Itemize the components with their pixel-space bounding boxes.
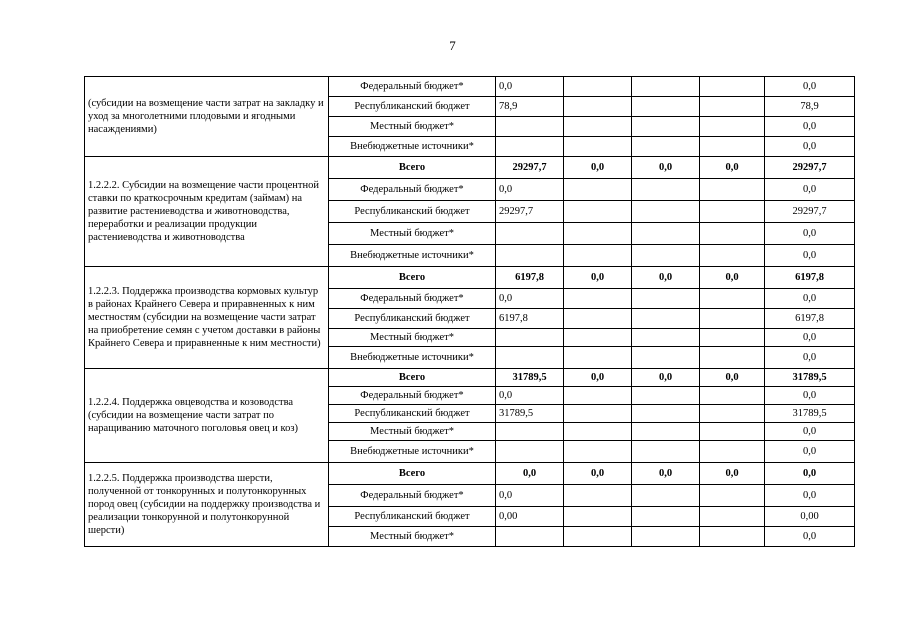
value-cell (564, 507, 632, 527)
value-cell (632, 309, 700, 329)
value-cell: 0,0 (700, 157, 765, 179)
funding-source-label: Местный бюджет* (329, 223, 496, 245)
total-cell: 0,00 (765, 507, 855, 527)
value-cell: 0,0 (700, 267, 765, 289)
total-cell: 0,0 (765, 245, 855, 267)
total-cell: 0,0 (765, 77, 855, 97)
value-cell (496, 117, 564, 137)
total-cell: 6197,8 (765, 267, 855, 289)
value-cell: 0,0 (496, 179, 564, 201)
value-cell (700, 309, 765, 329)
value-cell: 31789,5 (496, 405, 564, 423)
value-cell (700, 137, 765, 157)
value-cell (564, 423, 632, 441)
funding-source-label: Федеральный бюджет* (329, 387, 496, 405)
table-row (85, 369, 855, 387)
value-cell (632, 405, 700, 423)
value-cell (632, 245, 700, 267)
funding-source-label: Республиканский бюджет (329, 97, 496, 117)
total-cell: 0,0 (765, 117, 855, 137)
value-cell (564, 117, 632, 137)
funding-source-label: Внебюджетные источники* (329, 441, 496, 463)
value-cell (564, 387, 632, 405)
value-cell: 0,0 (632, 463, 700, 485)
value-cell: 0,0 (496, 77, 564, 97)
value-cell (632, 201, 700, 223)
total-cell: 0,0 (765, 179, 855, 201)
funding-source-label: Республиканский бюджет (329, 309, 496, 329)
funding-source-label: Всего (329, 369, 496, 387)
funding-source-label: Республиканский бюджет (329, 507, 496, 527)
value-cell (700, 423, 765, 441)
value-cell: 0,00 (496, 507, 564, 527)
value-cell (496, 223, 564, 245)
value-cell (632, 289, 700, 309)
value-cell: 6197,8 (496, 309, 564, 329)
value-cell (564, 347, 632, 369)
value-cell (496, 441, 564, 463)
total-cell: 0,0 (765, 423, 855, 441)
value-cell (564, 289, 632, 309)
funding-source-label: Местный бюджет* (329, 117, 496, 137)
value-cell (700, 223, 765, 245)
table-row (85, 77, 855, 97)
value-cell: 0,0 (700, 369, 765, 387)
value-cell (564, 223, 632, 245)
value-cell (700, 289, 765, 309)
value-cell (564, 527, 632, 547)
measure-description: 1.2.2.4. Поддержка овцеводства и козоводства (субсидии на возмещение части затрат по наращиванию маточного поголовья овец и коз) (85, 369, 329, 463)
funding-source-label: Республиканский бюджет (329, 405, 496, 423)
total-cell: 29297,7 (765, 201, 855, 223)
budget-table (84, 76, 855, 547)
value-cell (564, 485, 632, 507)
value-cell (564, 97, 632, 117)
funding-source-label: Федеральный бюджет* (329, 485, 496, 507)
value-cell (564, 329, 632, 347)
value-cell: 0,0 (632, 157, 700, 179)
value-cell: 0,0 (632, 267, 700, 289)
table-row (85, 157, 855, 179)
value-cell: 0,0 (564, 267, 632, 289)
value-cell: 0,0 (496, 463, 564, 485)
value-cell: 0,0 (632, 369, 700, 387)
funding-source-label: Всего (329, 463, 496, 485)
value-cell (632, 387, 700, 405)
value-cell (632, 77, 700, 97)
value-cell (496, 245, 564, 267)
value-cell (700, 347, 765, 369)
total-cell: 6197,8 (765, 309, 855, 329)
value-cell: 0,0 (496, 485, 564, 507)
funding-source-label: Федеральный бюджет* (329, 77, 496, 97)
value-cell: 0,0 (564, 463, 632, 485)
funding-source-label: Внебюджетные источники* (329, 245, 496, 267)
table-row (85, 463, 855, 485)
measure-description: 1.2.2.3. Поддержка производства кормовых культур в районах Крайнего Севера и приравненных к ним местностям (субсидии на возмещение части затрат на приобретение семян с учетом доставки в районы Крайнего Севера и приравненные к ним местности) (85, 267, 329, 369)
value-cell (700, 179, 765, 201)
value-cell (700, 245, 765, 267)
measure-description: 1.2.2.5. Поддержка производства шерсти, полученной от тонкорунных и полутонкорунных пород овец (субсидии на поддержку производства и реализации тонкорунной и полутонкорунной шерсти) (85, 463, 329, 547)
funding-source-label: Внебюджетные источники* (329, 137, 496, 157)
value-cell (632, 179, 700, 201)
value-cell (700, 527, 765, 547)
value-cell (700, 441, 765, 463)
value-cell (632, 223, 700, 245)
value-cell (632, 347, 700, 369)
value-cell (564, 405, 632, 423)
value-cell (564, 441, 632, 463)
value-cell (564, 309, 632, 329)
value-cell (564, 77, 632, 97)
value-cell: 0,0 (496, 289, 564, 309)
value-cell (700, 97, 765, 117)
value-cell (632, 527, 700, 547)
measure-description: 1.2.2.2. Субсидии на возмещение части процентной ставки по краткосрочным кредитам (займам) на развитие растениеводства и животноводства, переработки и реализации продукции растениеводства и животноводства (85, 157, 329, 267)
value-cell (700, 77, 765, 97)
total-cell: 0,0 (765, 463, 855, 485)
funding-source-label: Местный бюджет* (329, 329, 496, 347)
total-cell: 0,0 (765, 329, 855, 347)
measure-description: (субсидии на возмещение части затрат на закладку и уход за многолетними плодовыми и ягодными насаждениями) (85, 77, 329, 157)
value-cell (700, 405, 765, 423)
funding-source-label: Местный бюджет* (329, 423, 496, 441)
value-cell (632, 137, 700, 157)
funding-source-label: Федеральный бюджет* (329, 179, 496, 201)
total-cell: 29297,7 (765, 157, 855, 179)
total-cell: 31789,5 (765, 369, 855, 387)
value-cell (632, 117, 700, 137)
value-cell: 0,0 (700, 463, 765, 485)
funding-source-label: Республиканский бюджет (329, 201, 496, 223)
total-cell: 0,0 (765, 289, 855, 309)
total-cell: 0,0 (765, 441, 855, 463)
value-cell: 0,0 (496, 387, 564, 405)
value-cell: 0,0 (564, 157, 632, 179)
table-row (85, 267, 855, 289)
page-number: 7 (449, 38, 456, 53)
funding-source-label: Местный бюджет* (329, 527, 496, 547)
funding-source-label: Всего (329, 267, 496, 289)
value-cell (564, 245, 632, 267)
value-cell (700, 485, 765, 507)
value-cell (700, 201, 765, 223)
value-cell (496, 423, 564, 441)
funding-source-label: Всего (329, 157, 496, 179)
funding-source-label: Внебюджетные источники* (329, 347, 496, 369)
total-cell: 0,0 (765, 347, 855, 369)
total-cell: 0,0 (765, 485, 855, 507)
value-cell (632, 485, 700, 507)
total-cell: 0,0 (765, 223, 855, 245)
value-cell: 29297,7 (496, 201, 564, 223)
value-cell (632, 507, 700, 527)
total-cell: 0,0 (765, 387, 855, 405)
value-cell (564, 137, 632, 157)
value-cell (496, 347, 564, 369)
value-cell: 29297,7 (496, 157, 564, 179)
total-cell: 31789,5 (765, 405, 855, 423)
value-cell (564, 201, 632, 223)
value-cell: 0,0 (564, 369, 632, 387)
value-cell (700, 329, 765, 347)
value-cell (700, 387, 765, 405)
value-cell: 78,9 (496, 97, 564, 117)
value-cell: 31789,5 (496, 369, 564, 387)
funding-source-label: Федеральный бюджет* (329, 289, 496, 309)
total-cell: 0,0 (765, 137, 855, 157)
value-cell (700, 507, 765, 527)
total-cell: 0,0 (765, 527, 855, 547)
total-cell: 78,9 (765, 97, 855, 117)
value-cell (564, 179, 632, 201)
value-cell (632, 97, 700, 117)
value-cell (496, 329, 564, 347)
value-cell (632, 329, 700, 347)
value-cell (700, 117, 765, 137)
value-cell (496, 527, 564, 547)
value-cell (632, 423, 700, 441)
value-cell: 6197,8 (496, 267, 564, 289)
value-cell (632, 441, 700, 463)
value-cell (496, 137, 564, 157)
